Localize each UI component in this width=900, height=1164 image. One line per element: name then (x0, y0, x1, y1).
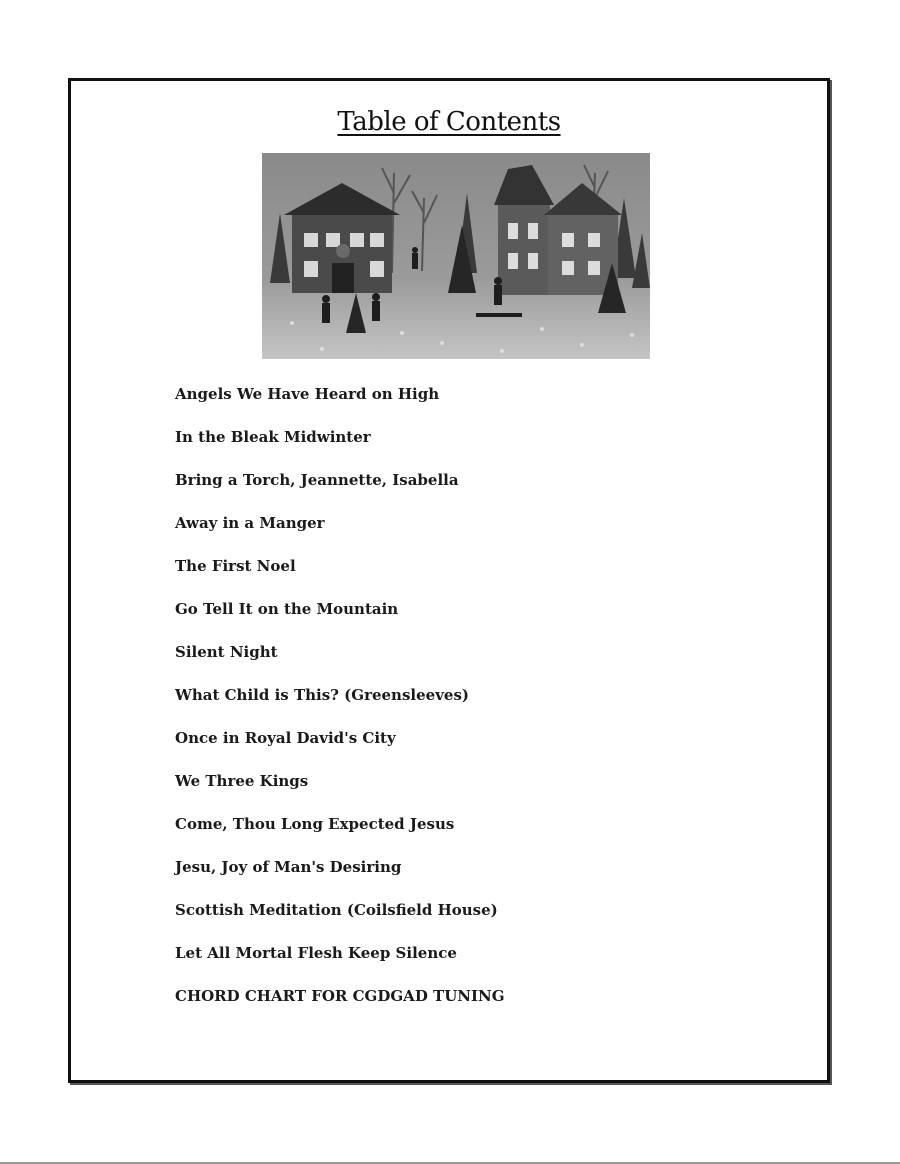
toc-item: Jesu, Joy of Man's Desiring (175, 858, 402, 876)
christmas-village-image (262, 153, 650, 359)
toc-item: We Three Kings (175, 772, 309, 790)
toc-item: In the Bleak Midwinter (175, 428, 371, 446)
christmas-village-photo (262, 153, 650, 359)
page-frame (68, 78, 830, 1083)
page-title-text: Table of Contents (337, 107, 561, 137)
toc-item: What Child is This? (Greensleeves) (175, 686, 469, 704)
toc-item: Scottish Meditation (Coilsfield House) (175, 901, 498, 919)
toc-item: Let All Mortal Flesh Keep Silence (175, 944, 457, 962)
page-title (71, 107, 827, 137)
table-of-contents-list (175, 382, 775, 1027)
toc-item: Silent Night (175, 643, 278, 661)
toc-item: The First Noel (175, 557, 296, 575)
toc-item: Bring a Torch, Jeannette, Isabella (175, 471, 459, 489)
toc-item: Go Tell It on the Mountain (175, 600, 399, 618)
toc-item: Come, Thou Long Expected Jesus (175, 815, 455, 833)
toc-item: CHORD CHART FOR CGDGAD TUNING (175, 987, 505, 1005)
toc-item: Angels We Have Heard on High (175, 385, 440, 403)
toc-item: Away in a Manger (175, 514, 325, 532)
toc-item: Once in Royal David's City (175, 729, 396, 747)
